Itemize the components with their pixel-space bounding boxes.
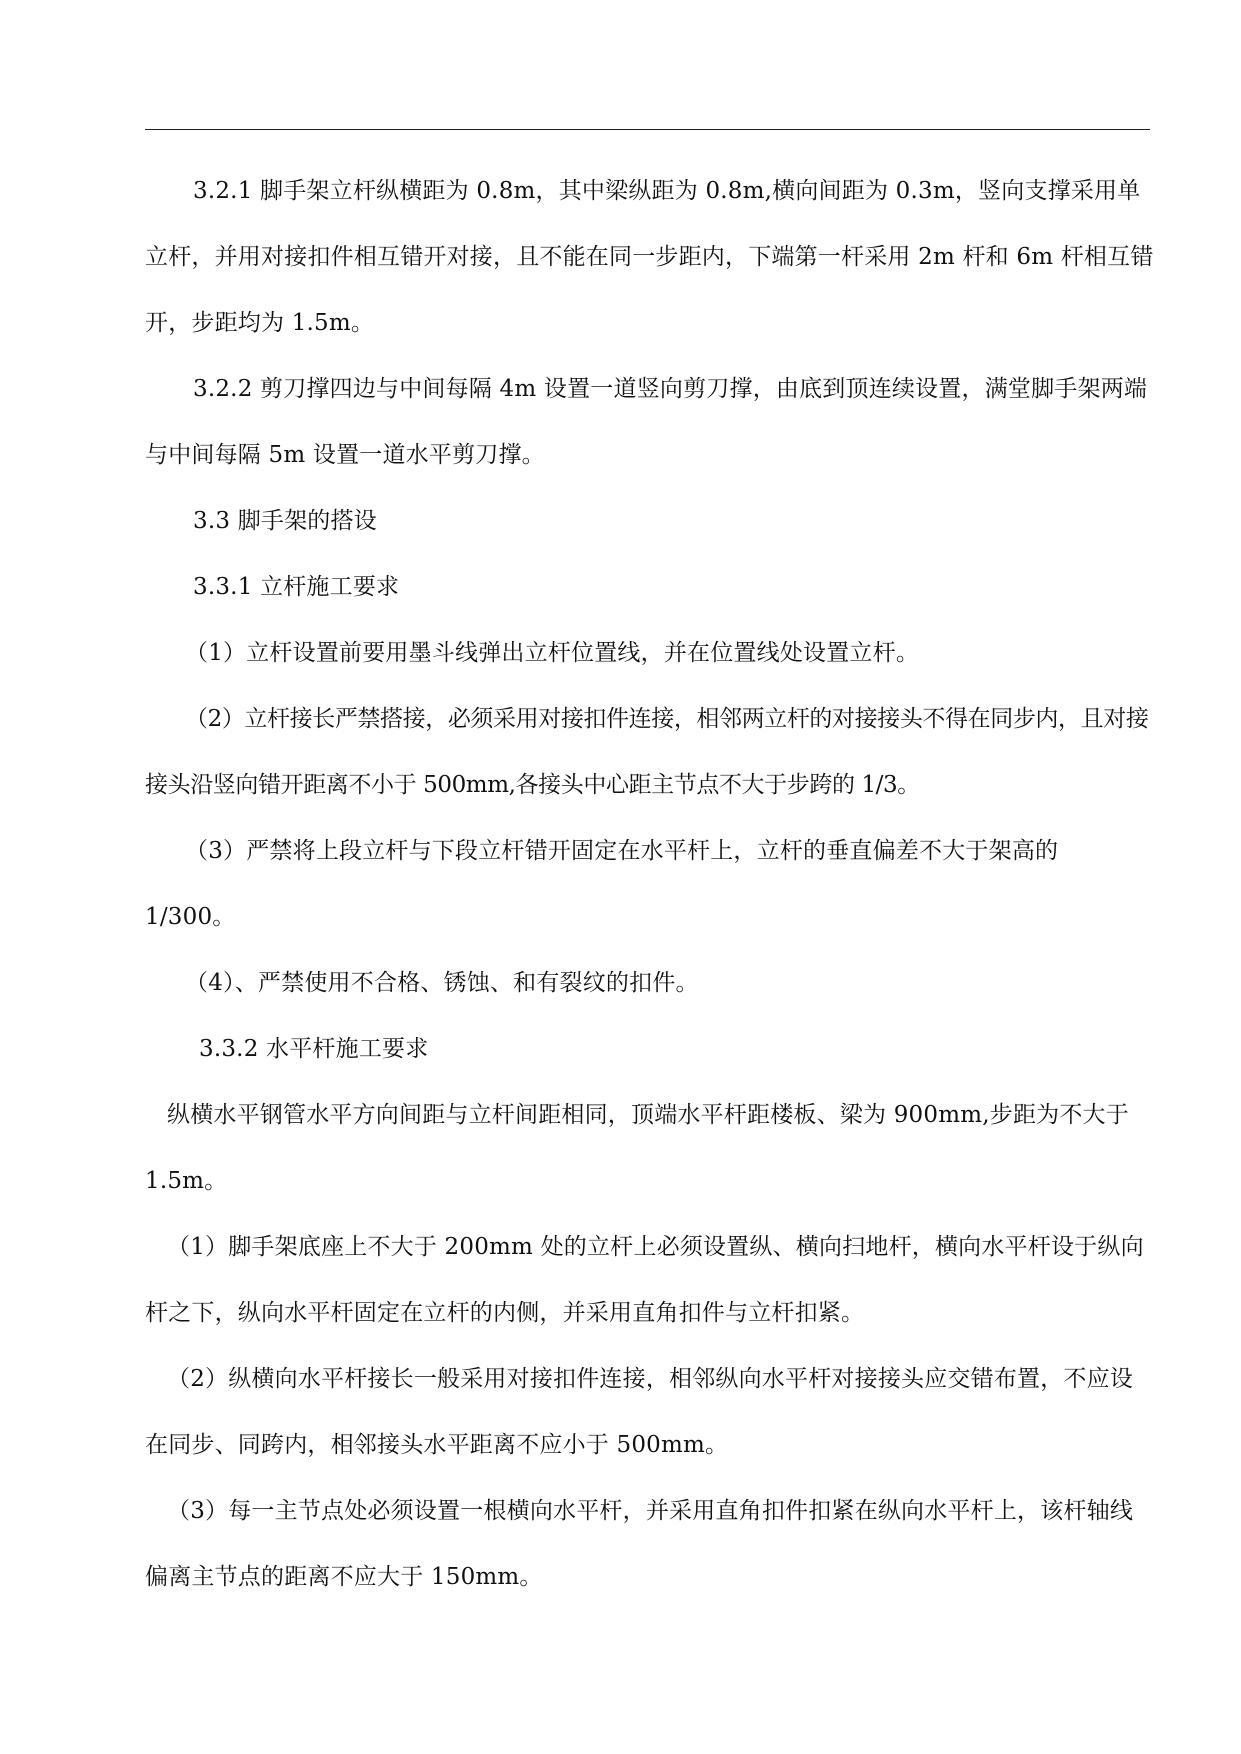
heading-3-3: 3.3 脚手架的搭设 — [193, 508, 377, 534]
list-item-standing-pole-1: （1）立杆设置前要用墨斗线弹出立杆位置线，并在位置线处设置立杆。 — [185, 640, 920, 666]
header-rule — [145, 129, 1150, 130]
heading-3-3-2: 3.3.2 水平杆施工要求 — [199, 1036, 429, 1062]
list-item-horizontal-pole-2: （2）纵横向水平杆接长一般采用对接扣件连接，相邻纵向水平杆对接接头应交错布置，不应设在同步、同跨内，相邻接头水平距离不应小于 500mm。 — [145, 1366, 1134, 1458]
list-item-standing-pole-2: （2）立杆接长严禁搭接，必须采用对接扣件连接，相邻两立杆的对接接头不得在同步内，且对接接头沿竖向错开距离不小于 500mm,各接头中心距主节点不大于步跨的 1/3。 — [145, 706, 1149, 798]
list-item-standing-pole-4: （4）、严禁使用不合格、锈蚀、和有裂纹的扣件。 — [185, 970, 699, 996]
list-item-horizontal-pole-1: （1）脚手架底座上不大于 200mm 处的立杆上必须设置纵、横向扫地杆，横向水平杆设于纵向杆之下，纵向水平杆固定在立杆的内侧，并采用直角扣件与立杆扣紧。 — [145, 1234, 1144, 1326]
document-body — [145, 158, 1155, 1610]
paragraph-horizontal-pole-intro: 纵横水平钢管水平方向间距与立杆间距相同，顶端水平杆距楼板、梁为 900mm,步距为不大于 1.5m。 — [145, 1102, 1129, 1194]
paragraph-3-2-1: 3.2.1 脚手架立杆纵横距为 0.8m，其中梁纵距为 0.8m,横向间距为 0.3m，竖向支撑采用单立杆，并用对接扣件相互错开对接，且不能在同一步距内，下端第一杆采用 2m 杆和 6m 杆相互错开，步距均为 1.5m。 — [145, 178, 1154, 336]
paragraph-3-2-2: 3.2.2 剪刀撑四边与中间每隔 4m 设置一道竖向剪刀撑，由底到顶连续设置，满堂脚手架两端与中间每隔 5m 设置一道水平剪刀撑。 — [145, 376, 1148, 468]
heading-3-3-1: 3.3.1 立杆施工要求 — [193, 574, 400, 600]
list-item-standing-pole-3: （3）严禁将上段立杆与下段立杆错开固定在水平杆上，立杆的垂直偏差不大于架高的 1/300。 — [145, 838, 1059, 930]
list-item-horizontal-pole-3: （3）每一主节点处必须设置一根横向水平杆，并采用直角扣件扣紧在纵向水平杆上，该杆轴线偏离主节点的距离不应大于 150mm。 — [145, 1498, 1134, 1590]
